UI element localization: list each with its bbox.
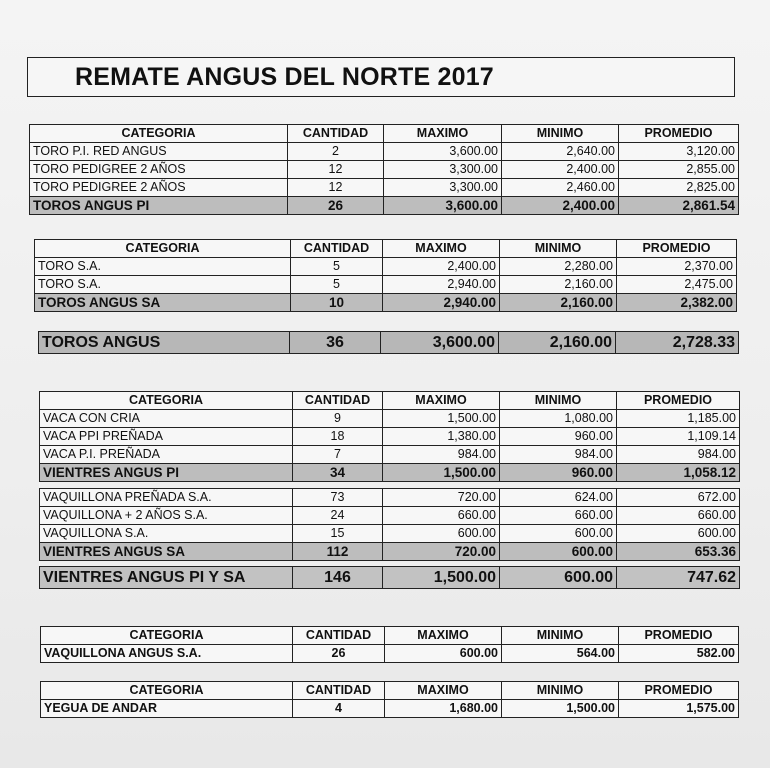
cell-categoria: VACA CON CRIA (40, 410, 293, 428)
cell-maximo: 720.00 (383, 489, 500, 507)
header-cantidad: CANTIDAD (293, 627, 385, 645)
table-header-row (35, 240, 737, 258)
cell-promedio: 1,575.00 (619, 700, 739, 718)
cell-promedio: 600.00 (617, 525, 740, 543)
cell-categoria: TORO S.A. (35, 276, 291, 294)
cell-minimo: 1,080.00 (500, 410, 617, 428)
header-maximo: MAXIMO (384, 125, 502, 143)
cell-cantidad: 73 (293, 489, 383, 507)
header-minimo: MINIMO (502, 125, 619, 143)
table-row (40, 410, 740, 428)
document-title: REMATE ANGUS DEL NORTE 2017 (75, 63, 494, 91)
cell-minimo: 2,640.00 (502, 143, 619, 161)
header-cantidad: CANTIDAD (293, 682, 385, 700)
spacer-row (40, 482, 740, 489)
title-box (27, 57, 735, 97)
total-categoria: TOROS ANGUS PI (30, 197, 288, 215)
total-maximo: 3,600.00 (384, 197, 502, 215)
vaquillona-table (40, 626, 739, 663)
header-promedio: PROMEDIO (619, 627, 739, 645)
header-maximo: MAXIMO (385, 682, 502, 700)
cell-categoria: TORO PEDIGREE 2 AÑOS (30, 161, 288, 179)
cell-maximo: 1,500.00 (383, 410, 500, 428)
total-maximo: 720.00 (383, 543, 500, 561)
summary-maximo: 3,600.00 (381, 332, 499, 354)
total-cantidad: 112 (293, 543, 383, 561)
cell-promedio: 2,475.00 (617, 276, 737, 294)
cell-categoria: VACA P.I. PREÑADA (40, 446, 293, 464)
cell-maximo: 1,680.00 (385, 700, 502, 718)
table-header-row (40, 392, 740, 410)
cell-promedio: 2,855.00 (619, 161, 739, 179)
table-row (41, 645, 739, 663)
vientres-table (39, 391, 740, 589)
header-maximo: MAXIMO (383, 392, 500, 410)
cell-categoria: VAQUILLONA ANGUS S.A. (41, 645, 293, 663)
header-minimo: MINIMO (502, 682, 619, 700)
table-row (40, 525, 740, 543)
table-header-row (30, 125, 739, 143)
cell-cantidad: 18 (293, 428, 383, 446)
cell-promedio: 984.00 (617, 446, 740, 464)
table-row (30, 143, 739, 161)
cell-minimo: 2,460.00 (502, 179, 619, 197)
cell-minimo: 624.00 (500, 489, 617, 507)
cell-categoria: TORO P.I. RED ANGUS (30, 143, 288, 161)
total-promedio: 1,058.12 (617, 464, 740, 482)
total-cantidad: 34 (293, 464, 383, 482)
header-categoria: CATEGORIA (35, 240, 291, 258)
summary-cantidad: 36 (290, 332, 381, 354)
cell-promedio: 2,825.00 (619, 179, 739, 197)
summary-minimo: 2,160.00 (499, 332, 616, 354)
cell-minimo: 2,400.00 (502, 161, 619, 179)
cell-minimo: 2,280.00 (500, 258, 617, 276)
toros-sa-table (34, 239, 737, 312)
toros-angus-summary (38, 331, 739, 354)
total-maximo: 2,940.00 (383, 294, 500, 312)
table-row (40, 489, 740, 507)
total-row (35, 294, 737, 312)
total-categoria: TOROS ANGUS SA (35, 294, 291, 312)
cell-maximo: 984.00 (383, 446, 500, 464)
header-categoria: CATEGORIA (30, 125, 288, 143)
table-row (40, 428, 740, 446)
cell-cantidad: 15 (293, 525, 383, 543)
header-maximo: MAXIMO (383, 240, 500, 258)
cell-maximo: 660.00 (383, 507, 500, 525)
total-cantidad: 26 (288, 197, 384, 215)
cell-maximo: 600.00 (383, 525, 500, 543)
header-promedio: PROMEDIO (617, 392, 740, 410)
cell-promedio: 582.00 (619, 645, 739, 663)
header-cantidad: CANTIDAD (291, 240, 383, 258)
header-promedio: PROMEDIO (619, 682, 739, 700)
header-promedio: PROMEDIO (619, 125, 739, 143)
total-minimo: 2,400.00 (502, 197, 619, 215)
cell-promedio: 1,185.00 (617, 410, 740, 428)
table-row (40, 507, 740, 525)
cell-minimo: 564.00 (502, 645, 619, 663)
total-row (40, 464, 740, 482)
cell-categoria: TORO PEDIGREE 2 AÑOS (30, 179, 288, 197)
table-row (30, 161, 739, 179)
header-minimo: MINIMO (500, 392, 617, 410)
total-minimo: 2,160.00 (500, 294, 617, 312)
total-minimo: 960.00 (500, 464, 617, 482)
cell-maximo: 3,600.00 (384, 143, 502, 161)
summary-cantidad: 146 (293, 567, 383, 589)
cell-categoria: VACA PPI PREÑADA (40, 428, 293, 446)
total-promedio: 2,382.00 (617, 294, 737, 312)
table-row (35, 258, 737, 276)
cell-cantidad: 7 (293, 446, 383, 464)
cell-minimo: 1,500.00 (502, 700, 619, 718)
summary-categoria: VIENTRES ANGUS PI Y SA (40, 567, 293, 589)
cell-promedio: 660.00 (617, 507, 740, 525)
cell-minimo: 660.00 (500, 507, 617, 525)
header-categoria: CATEGORIA (41, 682, 293, 700)
cell-promedio: 672.00 (617, 489, 740, 507)
cell-minimo: 984.00 (500, 446, 617, 464)
cell-cantidad: 24 (293, 507, 383, 525)
cell-promedio: 2,370.00 (617, 258, 737, 276)
cell-minimo: 2,160.00 (500, 276, 617, 294)
table-header-row (41, 627, 739, 645)
header-maximo: MAXIMO (385, 627, 502, 645)
total-row (30, 197, 739, 215)
summary-row (39, 332, 739, 354)
toros-pi-table (29, 124, 739, 215)
cell-promedio: 3,120.00 (619, 143, 739, 161)
summary-promedio: 747.62 (617, 567, 740, 589)
cell-categoria: TORO S.A. (35, 258, 291, 276)
total-maximo: 1,500.00 (383, 464, 500, 482)
cell-maximo: 3,300.00 (384, 161, 502, 179)
header-minimo: MINIMO (500, 240, 617, 258)
cell-minimo: 600.00 (500, 525, 617, 543)
header-categoria: CATEGORIA (41, 627, 293, 645)
header-promedio: PROMEDIO (617, 240, 737, 258)
summary-minimo: 600.00 (500, 567, 617, 589)
total-promedio: 653.36 (617, 543, 740, 561)
cell-cantidad: 5 (291, 258, 383, 276)
total-categoria: VIENTRES ANGUS PI (40, 464, 293, 482)
summary-categoria: TOROS ANGUS (39, 332, 290, 354)
table-row (30, 179, 739, 197)
cell-cantidad: 5 (291, 276, 383, 294)
cell-cantidad: 26 (293, 645, 385, 663)
table-row (41, 700, 739, 718)
total-categoria: VIENTRES ANGUS SA (40, 543, 293, 561)
cell-cantidad: 12 (288, 161, 384, 179)
cell-categoria: YEGUA DE ANDAR (41, 700, 293, 718)
header-cantidad: CANTIDAD (293, 392, 383, 410)
cell-categoria: VAQUILLONA PREÑADA S.A. (40, 489, 293, 507)
cell-categoria: VAQUILLONA S.A. (40, 525, 293, 543)
header-minimo: MINIMO (502, 627, 619, 645)
cell-cantidad: 4 (293, 700, 385, 718)
summary-row (40, 567, 740, 589)
header-categoria: CATEGORIA (40, 392, 293, 410)
header-cantidad: CANTIDAD (288, 125, 384, 143)
cell-maximo: 600.00 (385, 645, 502, 663)
table-row (35, 276, 737, 294)
summary-promedio: 2,728.33 (616, 332, 739, 354)
cell-categoria: VAQUILLONA + 2 AÑOS S.A. (40, 507, 293, 525)
table-row (40, 446, 740, 464)
table-header-row (41, 682, 739, 700)
summary-maximo: 1,500.00 (383, 567, 500, 589)
cell-minimo: 960.00 (500, 428, 617, 446)
total-row (40, 543, 740, 561)
total-promedio: 2,861.54 (619, 197, 739, 215)
cell-maximo: 2,400.00 (383, 258, 500, 276)
cell-maximo: 3,300.00 (384, 179, 502, 197)
cell-maximo: 1,380.00 (383, 428, 500, 446)
total-cantidad: 10 (291, 294, 383, 312)
cell-promedio: 1,109.14 (617, 428, 740, 446)
cell-cantidad: 9 (293, 410, 383, 428)
cell-cantidad: 12 (288, 179, 384, 197)
yegua-table (40, 681, 739, 718)
cell-maximo: 2,940.00 (383, 276, 500, 294)
total-minimo: 600.00 (500, 543, 617, 561)
cell-cantidad: 2 (288, 143, 384, 161)
